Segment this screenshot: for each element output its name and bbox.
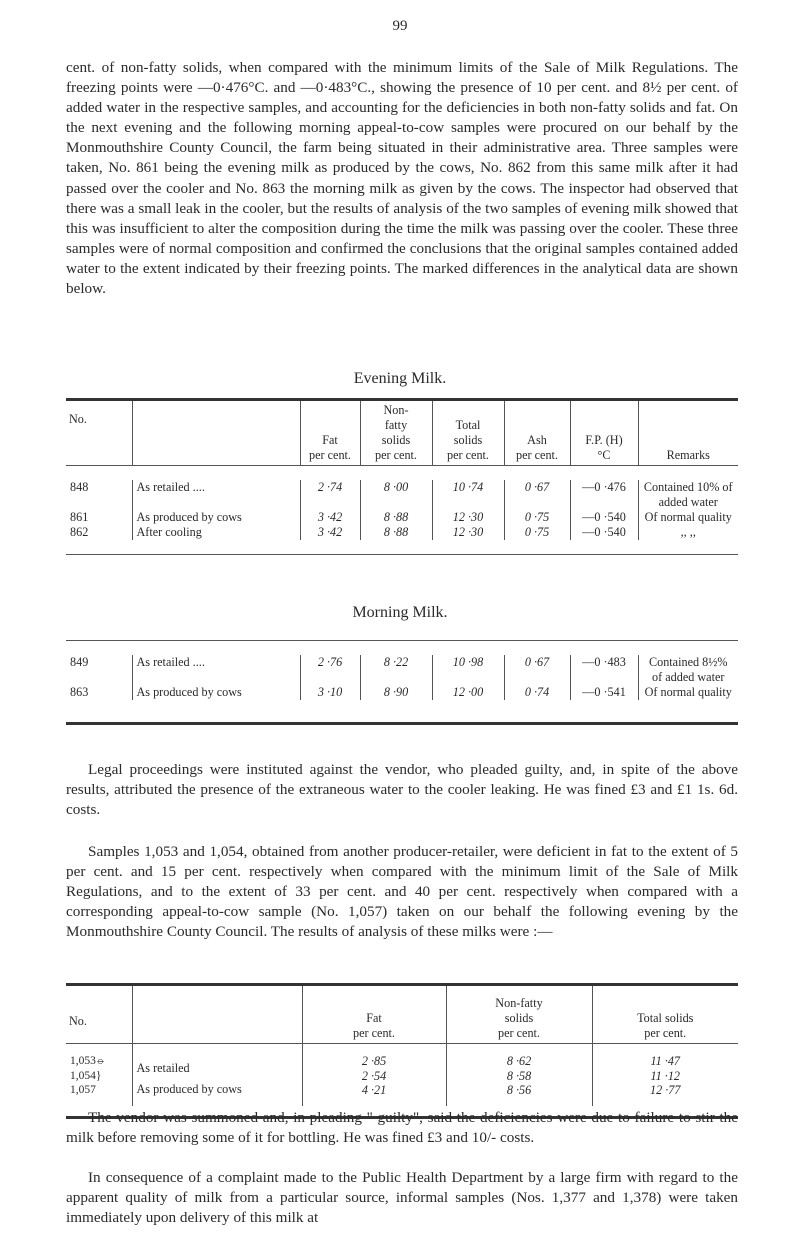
- t2-col-header-fat: Fat per cent.: [302, 985, 446, 1044]
- col-header-total: Total solids per cent.: [432, 400, 504, 466]
- table-row: 863 As produced by cows 3 ·10 8 ·90 12 ·00 0 ·74 —0 ·541 Of normal quality: [66, 685, 738, 700]
- t2-col-header-total: Total solids per cent.: [592, 985, 738, 1044]
- paragraph-legal-proceedings: Legal proceedings were instituted against the vendor, who pleaded guilty, and, in spite of the above results, attributed the presence of the extraneous water to the cooler leaking. He was fined £3 and £1 1s. 6d. costs.: [66, 761, 738, 819]
- morning-milk-caption: Morning Milk.: [352, 604, 448, 621]
- col-header-nonfatty: Non- fatty solids per cent.: [360, 400, 432, 466]
- col-header-remarks: Remarks: [638, 400, 738, 466]
- col-header-no: No.: [69, 412, 87, 426]
- paragraph-samples-1053: Samples 1,053 and 1,054, obtained from another producer-retailer, were deficient in fat to the extent of 5 per cent. and 15 per cent. respectively when compared with the minimum limit of the Sale of Milk Regulations, and to the extent of 33 per cent. and 40 per cent. respectively when compared with a corresponding appeal-to-cow sample (No. 1,057) taken on our behalf the following evening by the Monmouthshire County Council. The results of analysis of these milks were :—: [66, 843, 738, 941]
- morning-milk-table: [66, 640, 738, 725]
- col-header-ash: Ash per cent.: [504, 400, 570, 466]
- evening-milk-table: [66, 398, 738, 555]
- col-header-fp: F.P. (H) °C: [570, 400, 638, 466]
- table-row: 862 After cooling 3 ·42 8 ·88 12 ·30 0 ·75 —0 ·540 ,, ,,: [66, 525, 738, 540]
- table-row: 861 As produced by cows 3 ·42 8 ·88 12 ·30 0 ·75 —0 ·540 Of normal quality: [66, 510, 738, 525]
- evening-milk-caption: Evening Milk.: [353, 370, 447, 387]
- table-row: 848 As retailed .... 2 ·74 8 ·00 10 ·74 0 ·67 —0 ·476 Contained 10% of added water: [66, 480, 738, 510]
- table-row: 1,053⦵ 1,054} 1,057 As retailed As produced by cows 2 ·85 2 ·54 4 ·21 8 ·62 8 ·58 8 ·56 11 ·47 11 ·12 12 ·77: [66, 1044, 738, 1106]
- col-header-desc: [132, 400, 300, 466]
- t2-col-header-nonfatty: Non-fatty solids per cent.: [446, 985, 592, 1044]
- table-row: 849 As retailed .... 2 ·76 8 ·22 10 ·98 0 ·67 —0 ·483 Contained 8½% of added water: [66, 655, 738, 685]
- paragraph-vendor-summoned: The vendor was summoned and, in pleading " guilty", said the deficiencies were due to failure to stir the milk before removing some of it for bottling. He was fined £3 and 10/- costs.: [66, 1109, 738, 1147]
- t2-col-header-desc: [132, 985, 302, 1044]
- samples-1053-table: [66, 983, 738, 1119]
- paragraph-complaint: In consequence of a complaint made to the Public Health Department by a large firm with regard to the apparent quality of milk from a particular source, informal samples (Nos. 1,377 and 1,378) were taken immediately upon delivery of this milk at: [66, 1169, 738, 1227]
- t2-col-header-no: No.: [69, 1014, 87, 1028]
- paragraph-freezing-points: cent. of non-fatty solids, when compared with the minimum limits of the Sale of Milk Regulations. The freezing points were —0·476°C. and —0·483°C., showing the presence of 10 per cent. and 8½ per cent. of added water in the respective samples, and accounting for the deficiencies in both non-fatty solids and fat. On the next evening and the following morning appeal-to-cow samples were procured on our behalf by the Monmouthshire County Council, the farm being situated in their administrative area. Three samples were taken, No. 861 being the evening milk as produced by the cows, No. 862 from this same milk after it had passed over the cooler and No. 863 the morning milk as given by the cows. The inspector had observed that there was a small leak in the cooler, but the results of analysis of the two samples of evening milk showed that this was insufficient to alter the composition during the time the milk was passing over the cooler. These three samples were of normal composition and confirmed the conclusions that the original samples contained added water to the extent indicated by their freezing points. The marked differences in the analytical data are shown below.: [66, 59, 738, 298]
- col-header-fat: Fat per cent.: [300, 400, 360, 466]
- page-number: 99: [392, 18, 408, 34]
